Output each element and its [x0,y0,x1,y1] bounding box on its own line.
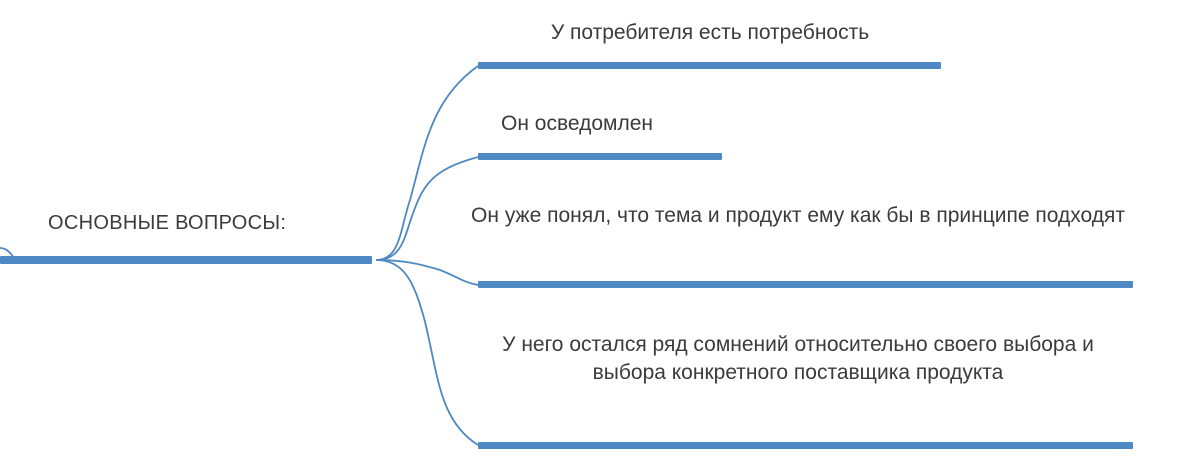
root-node-label: ОСНОВНЫЕ ВОПРОСЫ: [48,212,287,234]
branch-label-1: У потребителя есть потребность [550,21,870,44]
branch-underline-4 [478,442,1133,449]
root-node-underline [0,256,372,264]
branch-underline-3 [478,281,1133,288]
branch-underline-2 [478,153,722,160]
branch-label-3: Он уже понял, что тема и продукт ему как бы в принципе подходят [471,204,1125,227]
branch-label-4: У него остался ряд сомнений относительно своего выбора и выбора конкретного поставщика продукта [502,333,1094,384]
branch-underline-1 [478,62,941,69]
branch-label-2: Он осведомлен [501,112,653,135]
